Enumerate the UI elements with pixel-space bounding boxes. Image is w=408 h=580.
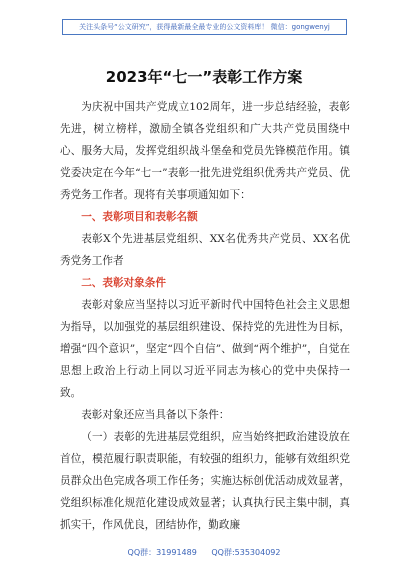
footer-contacts xyxy=(0,547,408,558)
promo-banner: 关注头条号“公文研究”，获得最新最全最专业的公文资料库！ 微信：gongwenyj xyxy=(62,19,347,35)
section-heading-1: 一、表彰项目和表彰名额 xyxy=(81,211,198,223)
intro-paragraph: 为庆祝中国共产党成立102周年，进一步总结经验，表彰先进，树立榜样，激励全镇各党组织和广大共产党员围绕中心、服务大局，发挥党组织战斗堡垒和党员先锋模范作用。镇党委决定在今年“七一”表彰一批先进党组织优秀共产党员、优秀党务工作者。现将有关事项通知如下： xyxy=(60,101,350,201)
criteria-paragraph: 表彰对象应当坚持以习近平新时代中国特色社会主义思想为指导，以加强党的基层组织建设、保持党的先进性为目标，增强“四个意识”，坚定“四个自信”、做到“两个维护”，自觉在思想上政治上行动上同以习近平同志为核心的党中央保持一致。 xyxy=(60,299,350,399)
document-title: 2023年“七一”表彰工作方案 xyxy=(105,68,303,86)
footer-qq-2: QQ群:535304092 xyxy=(211,548,281,557)
conditions-lead-paragraph: 表彰对象还应当具备以下条件： xyxy=(81,409,230,421)
footer-qq-1: QQ群：31991489 xyxy=(127,548,197,557)
condition-1-paragraph: （一）表彰的先进基层党组织，应当始终把政治建设放在首位，模范履行职责职能，有较强的组织力，能够有效组织党员群众出色完成各项工作任务；实施达标创优活动成效显著，党组织标准化规范化建设成效显著；认真执行民主集中制，真抓实干，作风优良，团结协作，勤政廉 xyxy=(60,431,350,531)
document-body xyxy=(60,96,350,536)
section-heading-2: 二、表彰对象条件 xyxy=(81,277,166,289)
quota-paragraph: 表彰X个先进基层党组织、XX名优秀共产党员、XX名优秀党务工作者 xyxy=(60,233,350,267)
